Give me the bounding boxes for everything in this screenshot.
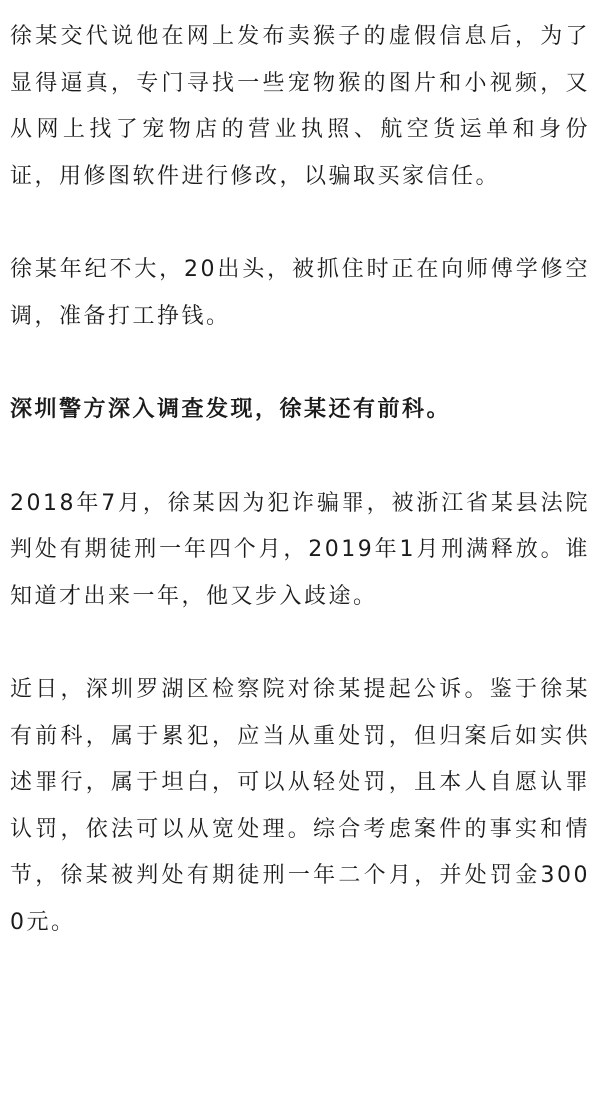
paragraph-age: 徐某年纪不大，20出头，被抓住时正在向师傅学修空调，准备打工挣钱。 [10, 257, 590, 329]
paragraph-prior-conviction: 2018年7月，徐某因为犯诈骗罪，被浙江省某县法院判处有期徒刑一年四个月，2019年1月刑满释放。谁知道才出来一年，他又步入歧途。 [10, 490, 590, 609]
paragraph-confession: 徐某交代说他在网上发布卖猴子的虚假信息后，为了显得逼真，专门寻找一些宠物猴的图片和小视频，又从网上找了宠物店的营业执照、航空货运单和身份证，用修图软件进行修改，以骗取买家信任。 [10, 24, 590, 189]
paragraph-prosecution: 近日，深圳罗湖区检察院对徐某提起公诉。鉴于徐某有前科，属于累犯，应当从重处罚，但归案后如实供述罪行，属于坦白，可以从轻处罚，且本人自愿认罪认罚，依法可以从宽处理。综合考虑案件的事实和情节，徐某被判处有期徒刑一年二个月，并处罚金3000元。 [10, 677, 590, 935]
paragraph-police-finding: 深圳警方深入调查发现，徐某还有前科。 [10, 397, 452, 422]
